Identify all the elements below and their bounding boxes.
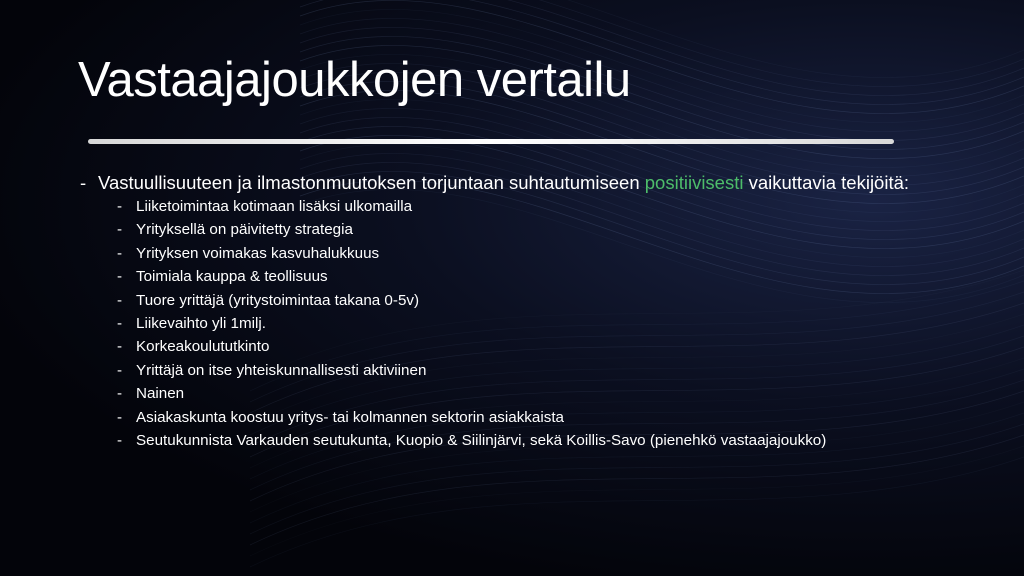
main-bullet-point: [80, 172, 980, 193]
sub-bullet-text: Liikevaihto yli 1milj.: [136, 314, 266, 332]
bullet-dash: -: [117, 361, 123, 379]
title-underline: [88, 139, 894, 144]
bullet-dash: -: [117, 221, 123, 239]
sub-bullet-item: [117, 338, 896, 356]
main-point-text-end: vaikuttavia tekijöitä:: [743, 172, 910, 193]
sub-bullet-item: [117, 385, 896, 403]
main-point-highlight: positiivisesti: [644, 172, 744, 193]
sub-bullet-text: Yrityksellä on päivitetty strategia: [136, 221, 353, 239]
sub-bullet-item: [117, 268, 896, 286]
main-point-text-start: Vastuullisuuteen ja ilmastonmuutoksen torjuntaan suhtautumiseen: [98, 172, 645, 193]
sub-bullet-list: [80, 198, 980, 450]
bullet-dash: -: [80, 172, 87, 193]
sub-bullet-item: [117, 221, 896, 239]
sub-bullet-text: Liiketoimintaa kotimaan lisäksi ulkomailla: [136, 198, 413, 215]
sub-bullet-item: [117, 362, 896, 380]
bullet-dash: -: [117, 408, 123, 426]
bullet-dash: -: [117, 291, 123, 309]
sub-bullet-text: Toimiala kauppa & teollisuus: [136, 268, 328, 286]
sub-bullet-item: [117, 245, 896, 263]
bullet-dash: -: [117, 198, 123, 215]
bullet-dash: -: [117, 385, 123, 403]
sub-bullet-text: Seutukunnista Varkauden seutukunta, Kuopio & Siilinjärvi, sekä Koillis-Savo (pienehkö vastaajajoukko): [136, 431, 827, 449]
sub-bullet-item: [117, 432, 896, 450]
bullet-dash: -: [117, 268, 123, 286]
sub-bullet-text: Tuore yrittäjä (yritystoimintaa takana 0-5v): [136, 291, 420, 309]
bullet-dash: -: [117, 431, 123, 449]
bullet-dash: -: [117, 338, 123, 356]
sub-bullet-text: Yrittäjä on itse yhteiskunnallisesti aktiviinen: [136, 361, 427, 379]
sub-bullet-item: [117, 292, 896, 310]
sub-bullet-text: Yrityksen voimakas kasvuhalukkuus: [136, 244, 380, 262]
slide-title: Vastaajajoukkojen vertailu: [78, 53, 631, 107]
bullet-dash: -: [117, 244, 123, 262]
bullet-dash: -: [117, 314, 123, 332]
sub-bullet-item: [117, 198, 896, 216]
sub-bullet-text: Asiakaskunta koostuu yritys- tai kolmannen sektorin asiakkaista: [136, 408, 564, 426]
slide-content: [80, 172, 980, 455]
sub-bullet-item: [117, 409, 896, 427]
sub-bullet-text: Nainen: [136, 385, 185, 403]
sub-bullet-text: Korkeakoulututkinto: [136, 338, 270, 356]
sub-bullet-item: [117, 315, 896, 333]
